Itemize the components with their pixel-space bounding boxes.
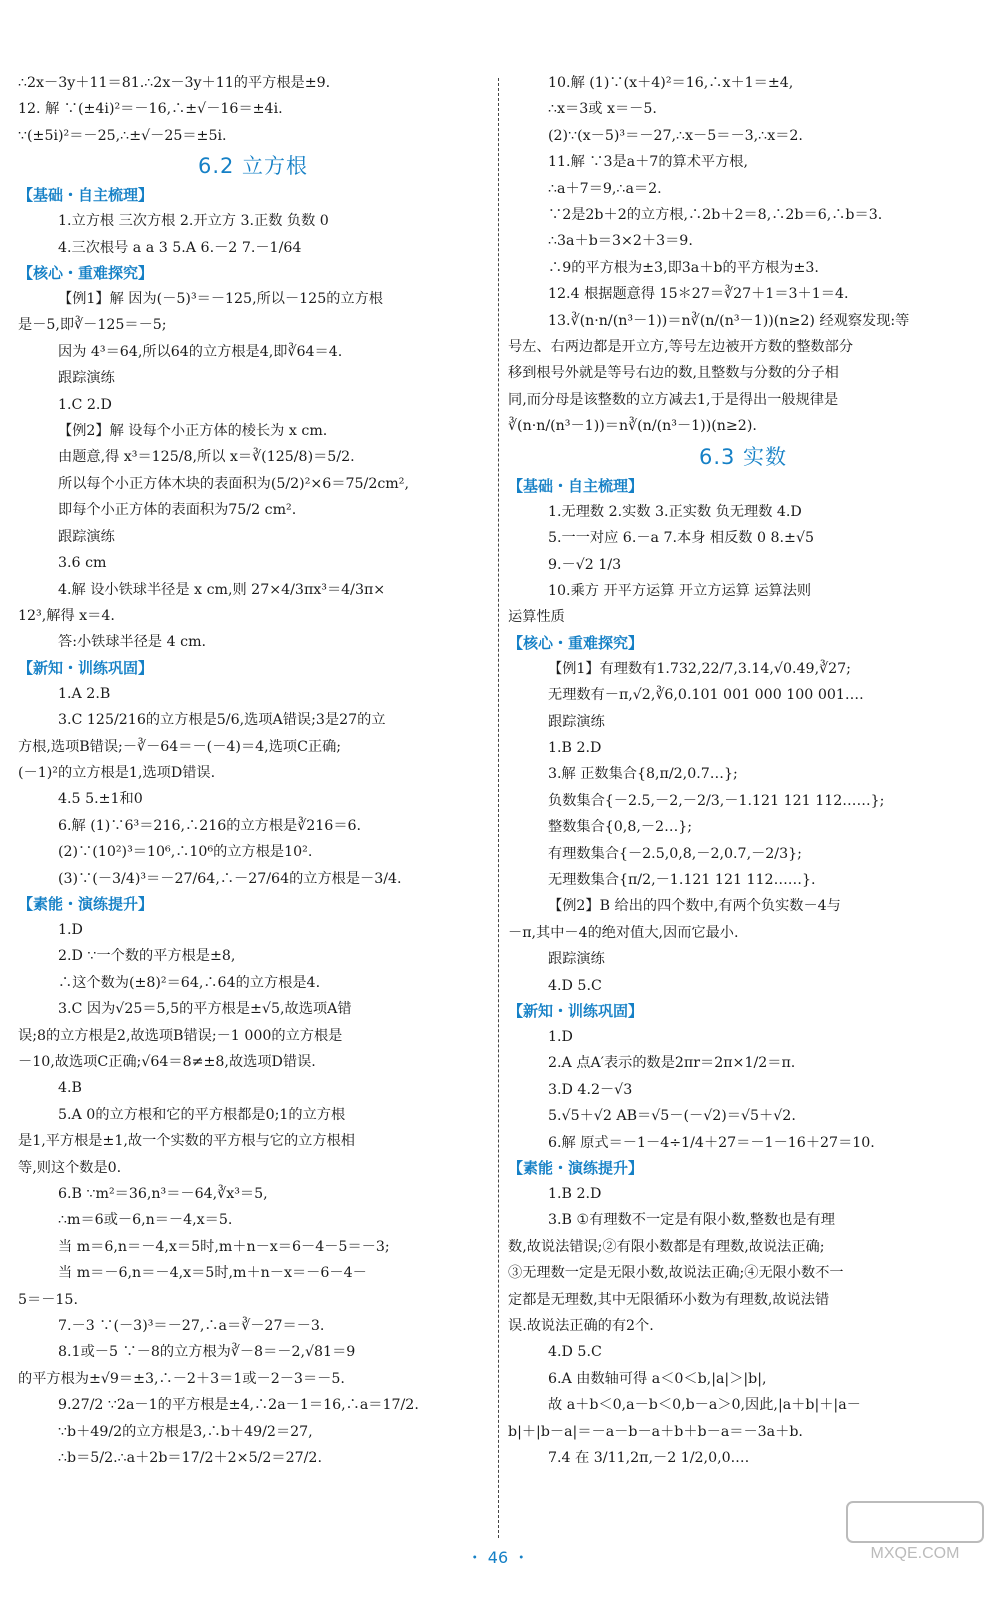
text-line: 2.D ∵一个数的平方根是±8, (58, 948, 236, 965)
text-line: 等,则这个数是0. (18, 1159, 122, 1176)
text-line: (－1)²的立方根是1,选项D错误. (18, 764, 216, 781)
text-line: 5＝－15. (18, 1291, 78, 1308)
text-line: ∴3a＋b＝3×2＋3＝9. (548, 233, 693, 250)
text-line: 1.D (548, 1029, 573, 1045)
text-line: ∵2是2b＋2的立方根,∴2b＋2＝8,∴2b＝6,∴b＝3. (548, 207, 883, 224)
text-line: －10,故选项C正确;√64＝8≠±8,故选项D错误. (18, 1054, 316, 1070)
page-number: ・ 46 ・ (466, 1548, 530, 1567)
text-line: 7.－3 ∵(－3)³＝－27,∴a＝∛－27＝－3. (58, 1318, 325, 1335)
text-line: 整数集合{0,8,－2…}; (548, 819, 693, 836)
text-line: 7.4 在 3/11,2π,－2 1/2,0,0.… (548, 1450, 750, 1467)
text-line: 同,而分母是该整数的立方减去1,于是得出一般规律是 (508, 391, 839, 408)
subsection-header: 【素能・演练提升】 (508, 1159, 644, 1178)
text-line: 1.A 2.B (58, 685, 111, 702)
text-line: 4.5 5.±1和0 (58, 791, 143, 808)
text-line: 4.解 设小铁球半径是 x cm,则 27×4/3πx³＝4/3π× (58, 581, 386, 598)
section-title: 6.2 立方根 (197, 154, 309, 179)
text-line: 负数集合{－2.5,－2,－2/3,－1.121 121 112……}; (548, 792, 885, 809)
subsection-header: 【核心・重难探究】 (508, 633, 644, 652)
right-column (508, 70, 978, 1520)
text-line: 1.D (58, 921, 83, 938)
text-line: 跟踪演练 (548, 713, 605, 730)
text-line: 所以每个小正方体木块的表面积为(5/2)²×6＝75/2cm², (58, 475, 409, 492)
text-line: 跟踪演练 (58, 370, 115, 387)
text-line: ∴2x－3y＋11＝81.∴2x－3y＋11的平方根是±9. (18, 75, 331, 91)
text-line: 误;8的立方根是2,故选项B错误;－1 000的立方根是 (18, 1027, 343, 1044)
text-line: 误.故说法正确的有2个. (508, 1318, 654, 1335)
subsection-header: 【基础・自主梳理】 (18, 186, 154, 205)
text-line: 定都是无理数,其中无限循环小数为有理数,故说法错 (508, 1291, 830, 1308)
text-line: 1.C 2.D (58, 396, 112, 413)
text-line: 跟踪演练 (58, 528, 115, 545)
text-line: (3)∵(－3/4)³＝－27/64,∴－27/64的立方根是－3/4. (58, 870, 402, 887)
text-line: 13.∛(n·n/(n³－1))＝n∛(n/(n³－1))(n≥2) 经观察发现:等 (548, 312, 910, 329)
subsection-header: 【素能・演练提升】 (18, 894, 154, 913)
text-line: 4.B (58, 1080, 82, 1097)
text-line: (2)∵(10²)³＝10⁶,∴10⁶的立方根是10². (58, 844, 313, 861)
text-line: 8.1或－5 ∵－8的立方根为∛－8＝－2,√81＝9 (58, 1344, 356, 1361)
text-line: ∴9的平方根为±3,即3a＋b的平方根为±3. (548, 259, 819, 276)
text-line: ∴b＝5/2.∴a＋2b＝17/2＋2×5/2＝27/2. (58, 1450, 322, 1467)
text-line: 当 m＝6,n＝－4,x＝5时,m＋n－x＝6－4－5＝－3; (58, 1238, 390, 1255)
text-line: 【例2】解 设每个小正方体的棱长为 x cm. (58, 423, 328, 440)
left-column (18, 70, 488, 1520)
text-line: ∴a＋7＝9,∴a＝2. (548, 180, 662, 197)
text-line: 的平方根为±√9＝±3,∴－2＋3＝1或－2－3＝－5. (18, 1370, 345, 1387)
subsection-header: 【新知・训练巩固】 (508, 1002, 644, 1020)
text-line: 6.解 原式＝－1－4÷1/4＋27＝－1－16＋27＝10. (548, 1134, 875, 1151)
text-line: 是1,平方根是±1,故一个实数的平方根与它的立方根相 (18, 1133, 355, 1150)
text-line: b|＋|b－a|＝－a－b－a＋b＋b－a＝－3a＋b. (508, 1423, 803, 1440)
text-line: 3.D 4.2－√3 (548, 1081, 633, 1098)
text-line: 运算性质 (508, 609, 565, 626)
watermark-logo (845, 1500, 985, 1566)
text-line: 6.B ∵m²＝36,n³＝－64,∛x³＝5, (58, 1186, 268, 1203)
text-line: 4.D 5.C (548, 1344, 602, 1361)
text-line: 4.三次根号 a a 3 5.A 6.－2 7.－1/64 (58, 239, 302, 256)
text-line: 答:小铁球半径是 4 cm. (58, 634, 207, 651)
text-line: 移到根号外就是等号右边的数,且整数与分数的分子相 (508, 365, 839, 382)
column-divider (498, 78, 499, 1538)
text-line: 6.A 由数轴可得 a＜0＜b,|a|＞|b|, (548, 1370, 767, 1387)
text-line: 2.A 点A′表示的数是2πr＝2π×1/2＝π. (548, 1055, 796, 1072)
text-line: 是－5,即∛－125＝－5; (18, 317, 167, 334)
text-line: 3.C 125/216的立方根是5/6,选项A错误;3是27的立 (58, 712, 386, 729)
text-line: 12.4 根据题意得 15＊27＝∛27＋1＝3＋1＝4. (548, 286, 849, 303)
text-line: 5.一一对应 6.－a 7.本身 相反数 0 8.±√5 (548, 530, 815, 547)
text-line: 无理数集合{π/2,－1.121 121 112……}. (548, 871, 816, 888)
section-title: 6.3 实数 (698, 444, 788, 469)
text-line: 【例2】B 给出的四个数中,有两个负实数－4与 (548, 898, 841, 915)
text-line: 有理数集合{－2.5,0,8,－2,0.7,－2/3}; (548, 845, 802, 862)
text-line: 5.A 0的立方根和它的平方根都是0;1的立方根 (58, 1106, 346, 1123)
text-line: 9.－√2 1/3 (548, 556, 622, 573)
text-line: ∴x＝3或 x＝－5. (548, 101, 657, 118)
text-line: 即每个小正方体的表面积为75/2 cm². (58, 502, 297, 519)
text-line: 10.解 (1)∵(x＋4)²＝16,∴x＋1＝±4, (548, 75, 794, 91)
text-line: 由题意,得 x³＝125/8,所以 x＝∛(125/8)＝5/2. (58, 449, 355, 466)
text-line: 因为 4³＝64,所以64的立方根是4,即∛64＝4. (58, 343, 343, 360)
text-line: 3.解 正数集合{8,π/2,0.7…}; (548, 766, 738, 783)
text-line: 10.乘方 开平方运算 开立方运算 运算法则 (548, 582, 812, 599)
text-line: (2)∵(x－5)³＝－27,∴x－5＝－3,∴x＝2. (548, 127, 803, 144)
text-line: 跟踪演练 (548, 951, 605, 968)
text-line: 1.无理数 2.实数 3.正实数 负无理数 4.D (548, 503, 802, 520)
text-line: 5.√5＋√2 AB＝√5－(－√2)＝√5＋√2. (548, 1108, 796, 1125)
text-line: 11.解 ∵3是a＋7的算术平方根, (548, 154, 748, 171)
text-line: 3.6 cm (58, 555, 107, 572)
text-line: 1.B 2.D (548, 1186, 602, 1203)
subsection-header: 【核心・重难探究】 (18, 264, 154, 283)
text-line: 9.27/2 ∵2a－1的平方根是±4,∴2a－1＝16,∴a＝17/2. (58, 1397, 419, 1414)
text-line: 3.B ①有理数不一定是有限小数,整数也是有理 (548, 1212, 835, 1229)
text-line: 方根,选项B错误;－∛－64＝－(－4)＝4,选项C正确; (18, 738, 342, 755)
text-line: ∴m＝6或－6,n＝－4,x＝5. (58, 1212, 233, 1229)
text-line: 12. 解 ∵(±4i)²＝－16,∴±√－16＝±4i. (18, 101, 283, 118)
text-line: 数,故说法错误;②有限小数都是有理数,故说法正确; (508, 1238, 825, 1255)
text-line: ∵(±5i)²＝－25,∴±√－25＝±5i. (18, 127, 227, 144)
text-line: 故 a＋b＜0,a－b＜0,b－a＞0,因此,|a＋b|＋|a－ (548, 1397, 861, 1414)
text-line: 12³,解得 x＝4. (18, 607, 115, 624)
text-line: 无理数有－π,√2,∛6,0.101 001 000 100 001…. (548, 687, 864, 704)
subsection-header: 【基础・自主梳理】 (508, 476, 644, 495)
text-line: ③无理数一定是无限小数,故说法正确;④无限小数不一 (508, 1265, 844, 1282)
text-line: ∛(n·n/(n³－1))＝n∛(n/(n³－1))(n≥2). (508, 418, 757, 435)
text-line: ∴这个数为(±8)²＝64,∴64的立方根是4. (58, 974, 321, 991)
text-line: 1.B 2.D (548, 739, 602, 756)
text-line: 4.D 5.C (548, 977, 602, 994)
text-line: 号左、右两边都是开立方,等号左边被开方数的整数部分 (508, 339, 854, 356)
text-line: 【例1】有理数有1.732,22/7,3.14,√0.49,∛27; (548, 660, 851, 677)
subsection-header: 【新知・训练巩固】 (18, 658, 154, 677)
text-line: －π,其中－4的绝对值大,因而它最小. (508, 924, 739, 941)
watermark-text: MXQE.COM (870, 1545, 960, 1562)
text-line: ∵b＋49/2的立方根是3,∴b＋49/2＝27, (58, 1423, 313, 1440)
text-line: 当 m＝－6,n＝－4,x＝5时,m＋n－x＝－6－4－ (58, 1265, 367, 1282)
text-line: 6.解 (1)∵6³＝216,∴216的立方根是∛216＝6. (58, 817, 362, 834)
text-line: 1.立方根 三次方根 2.开立方 3.正数 负数 0 (58, 213, 329, 230)
text-line: 3.C 因为√25＝5,5的平方根是±√5,故选项A错 (58, 1001, 352, 1018)
text-line: 【例1】解 因为(－5)³＝－125,所以－125的立方根 (58, 291, 383, 308)
